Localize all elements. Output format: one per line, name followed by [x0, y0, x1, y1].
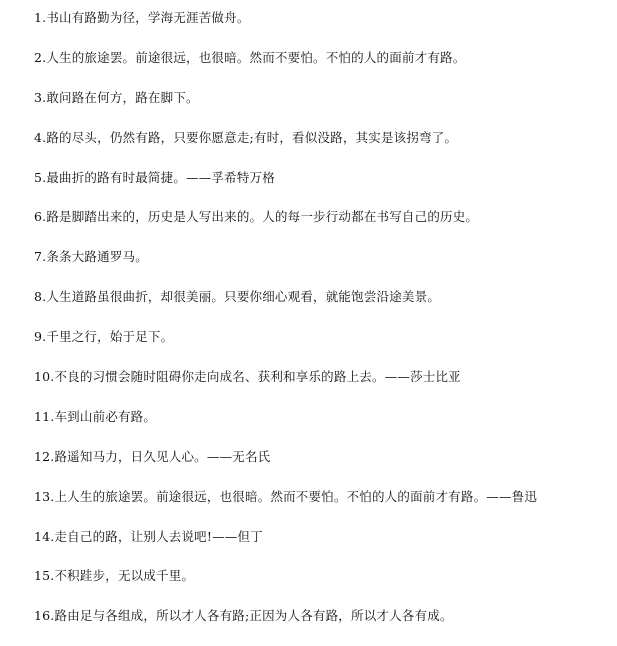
- quote-line-13: 13.上人生的旅途罢。前途很远，也很暗。然而不要怕。不怕的人的面前才有路。——鲁迅: [34, 488, 538, 504]
- quote-line-2: 2.人生的旅途罢。前途很远，也很暗。然而不要怕。不怕的人的面前才有路。: [34, 49, 466, 65]
- quote-list: [34, 8, 609, 646]
- quote-line-1: 1.书山有路勤为径，学海无涯苦做舟。: [34, 10, 250, 25]
- quote-line-12: 12.路遥知马力，日久见人心。——无名氏: [34, 448, 271, 464]
- quote-line-8: 8.人生道路虽很曲折，却很美丽。只要你细心观看，就能饱尝沿途美景。: [34, 289, 441, 305]
- quote-line-15: 15.不积跬步，无以成千里。: [34, 568, 195, 584]
- quote-line-6: 6.路是脚踏出来的，历史是人写出来的。人的每一步行动都在书写自己的历史。: [34, 209, 479, 225]
- quote-line-5: 5.最曲折的路有时最简捷。——孚希特万格: [34, 169, 275, 185]
- quote-line-9: 9.千里之行，始于足下。: [34, 329, 174, 345]
- quote-line-16: 16.路由足与各组成，所以才人各有路;正因为人各有路，所以才人各有成。: [34, 608, 453, 624]
- quote-line-14: 14.走自己的路，让别人去说吧!——但丁: [34, 528, 263, 544]
- quote-line-11: 11.车到山前必有路。: [34, 408, 157, 424]
- quote-line-7: 7.条条大路通罗马。: [34, 249, 148, 265]
- quote-line-10: 10.不良的习惯会随时阻碍你走向成名、获利和享乐的路上去。——莎士比亚: [34, 369, 461, 385]
- quote-line-3: 3.敢问路在何方，路在脚下。: [34, 89, 199, 105]
- quote-line-4: 4.路的尽头，仍然有路，只要你愿意走;有时，看似没路，其实是该拐弯了。: [34, 129, 458, 145]
